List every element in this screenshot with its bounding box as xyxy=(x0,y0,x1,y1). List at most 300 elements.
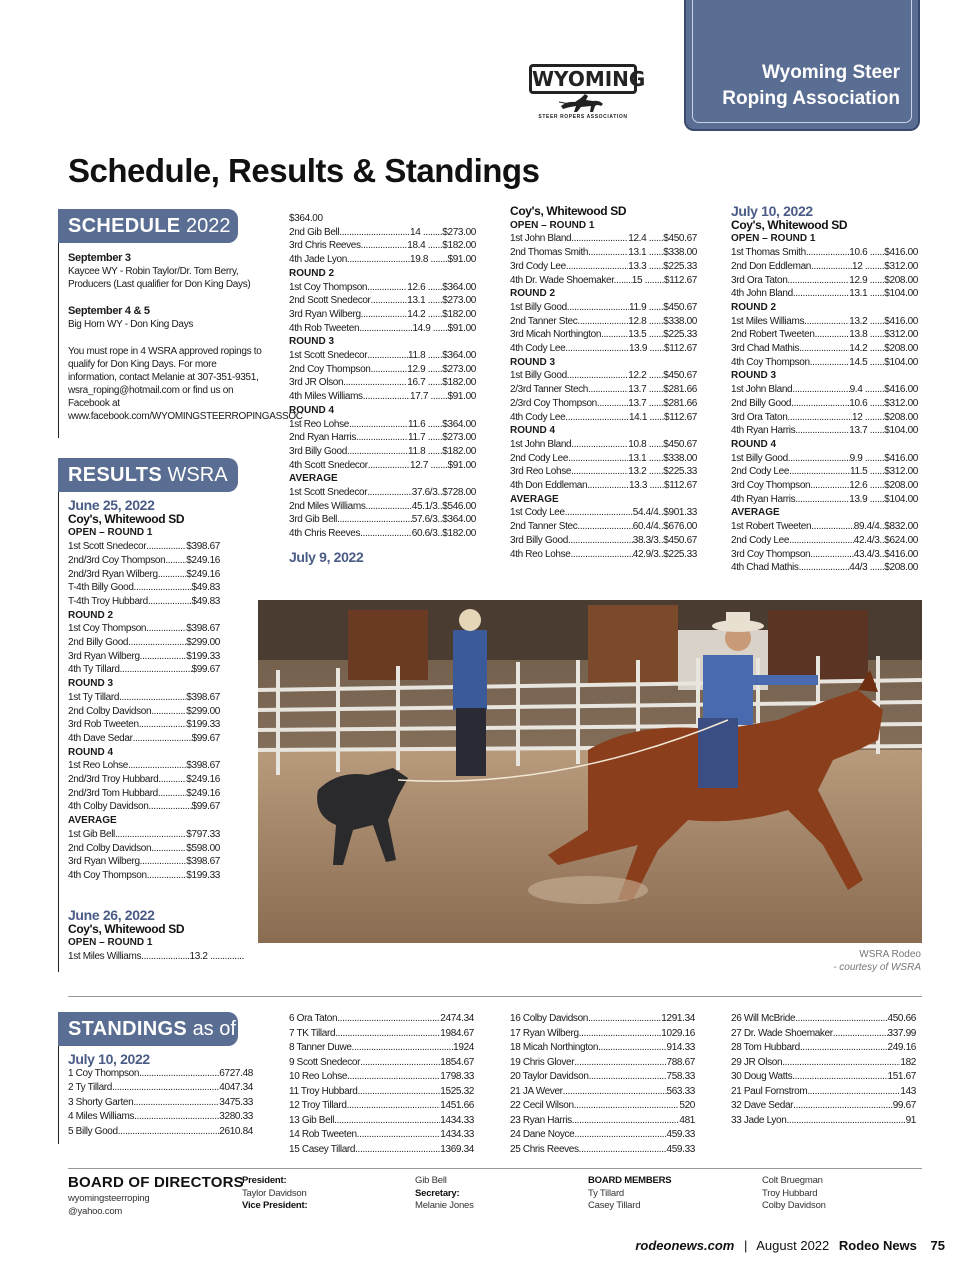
payout: $398.67 xyxy=(186,623,220,635)
roper-name: 4th Ty Tillard xyxy=(68,664,120,676)
leader-dots xyxy=(579,1027,662,1042)
standing-row xyxy=(731,1027,916,1042)
leader-dots xyxy=(128,759,186,773)
leader-dots xyxy=(361,308,408,322)
payout: $104.00 xyxy=(884,356,918,368)
association-tab xyxy=(684,0,920,131)
time: 13.8 ...... xyxy=(849,329,885,341)
standing-row xyxy=(510,1128,695,1143)
roper-name: 1st Scott Snedecor xyxy=(68,541,147,553)
roper-name: 4th Coy Thompson xyxy=(68,869,147,881)
points: 91 xyxy=(905,1114,916,1126)
payout: $312.00 xyxy=(884,329,918,341)
leader-dots xyxy=(810,479,849,493)
time: 14.2 ...... xyxy=(407,308,443,320)
result-row xyxy=(68,663,220,677)
leader-dots xyxy=(148,595,192,609)
payout: $901.33 xyxy=(663,507,697,519)
roper-name: 1st Ty Tillard xyxy=(68,691,120,703)
result-row xyxy=(731,397,918,411)
roper-name: 1st Gib Bell xyxy=(68,828,115,840)
result-row xyxy=(68,950,244,964)
board-officers: President: Taylor Davidson Vice President: xyxy=(242,1175,308,1211)
leader-dots xyxy=(571,438,628,452)
roper-name: 4th Cody Lee xyxy=(510,343,566,355)
roper-name: 2 Ty Tillard xyxy=(68,1082,112,1094)
payout: $676.00 xyxy=(663,521,697,533)
leader-dots xyxy=(115,828,186,842)
roper-name: 21 JA Wever xyxy=(510,1085,563,1097)
time: 16.7 ...... xyxy=(407,377,443,389)
leader-dots xyxy=(789,534,854,548)
leader-dots xyxy=(807,1085,900,1100)
time: 13.2 ...... xyxy=(628,466,664,478)
payout: $104.00 xyxy=(884,493,918,505)
results-june26 xyxy=(68,909,244,964)
time: 11.6 ...... xyxy=(407,418,443,430)
payout: $208.00 xyxy=(884,480,918,492)
points: 3280.33 xyxy=(219,1111,253,1123)
payout: $338.00 xyxy=(663,315,697,327)
roper-name: 2nd Ryan Harris xyxy=(289,432,357,444)
round-heading: AVERAGE xyxy=(731,507,780,519)
roper-name: 3rd Ryan Wilberg xyxy=(289,308,361,320)
points: 459.33 xyxy=(666,1129,695,1140)
result-row xyxy=(510,246,697,260)
round-heading: ROUND 4 xyxy=(289,404,335,416)
points: 3475.33 xyxy=(219,1096,253,1108)
leader-dots xyxy=(601,328,628,342)
roper-name: 1st John Bland xyxy=(510,438,572,450)
time: 10.6 ...... xyxy=(849,247,885,259)
leader-dots xyxy=(793,287,849,301)
result-row xyxy=(289,431,476,445)
leader-dots xyxy=(598,1041,666,1056)
standing-row xyxy=(510,1143,695,1158)
result-row xyxy=(289,363,476,377)
time: 11.9 ...... xyxy=(628,301,664,313)
result-row xyxy=(510,411,697,425)
standing-row xyxy=(731,1099,916,1114)
payout: $208.00 xyxy=(884,343,918,355)
leader-dots xyxy=(589,1070,667,1085)
standing-row xyxy=(68,1081,253,1096)
points: 1984.67 xyxy=(440,1027,474,1039)
result-row xyxy=(731,383,918,397)
standing-row xyxy=(731,1056,916,1071)
round-heading: ROUND 4 xyxy=(731,438,777,450)
results-june25 xyxy=(68,499,220,883)
roper-name: 2nd Tanner Stec xyxy=(510,521,578,533)
leader-dots xyxy=(134,1110,219,1125)
standing-row xyxy=(289,1070,474,1085)
roper-name: 3rd Coy Thompson xyxy=(731,548,811,560)
roper-name: 2nd/3rd Ryan Wilberg xyxy=(68,568,158,580)
roper-name: 2nd Colby Davidson xyxy=(68,705,152,717)
standing-row xyxy=(731,1041,916,1056)
result-row xyxy=(510,548,697,562)
page-title: Schedule, Results & Standings xyxy=(68,152,540,189)
leader-dots xyxy=(147,869,187,883)
roper-name: 3rd Chris Reeves xyxy=(289,240,361,252)
leader-dots xyxy=(567,369,628,383)
points: 481 xyxy=(679,1114,695,1126)
roper-name: 4th Coy Thompson xyxy=(731,356,810,368)
roper-name: 2nd Cody Lee xyxy=(731,466,790,478)
leader-dots xyxy=(347,1070,440,1085)
roper-name: 33 Jade Lyon xyxy=(731,1114,787,1126)
roper-name: 3rd Reo Lohse xyxy=(510,466,572,478)
schedule-list: September 3 Kaycee WY - Robin Taylor/Dr. Tom Berry, Producers (Last qualifier for Don King Days) September 4 & 5 Big Horn WY - Don King Days You must rope in 4 WSRA approved ropings to qualify for Don King Days. For more information, contact Melanie at 307-351-9351, wsra_roping@hotmail.com or find us on Facebook at www.facebook.com/WYOMINGSTEERROPINGASSOC xyxy=(68,252,303,422)
result-row xyxy=(731,561,918,575)
round-heading: ROUND 2 xyxy=(289,267,335,279)
leader-dots xyxy=(566,260,628,274)
payout: $299.00 xyxy=(186,637,220,649)
leader-dots xyxy=(789,465,850,479)
leader-dots xyxy=(571,232,628,246)
roper-name: 20 Taylor Davidson xyxy=(510,1071,589,1082)
payout: $112.67 xyxy=(664,274,697,286)
time: 42.4/3.. xyxy=(853,534,885,546)
date-heading: June 26, 2022 xyxy=(68,907,155,923)
result-row xyxy=(68,581,220,595)
points: 1924 xyxy=(453,1042,474,1053)
points: 758.33 xyxy=(666,1071,695,1082)
payout: $99.67 xyxy=(191,732,220,744)
result-row xyxy=(510,438,697,452)
payout: $338.00 xyxy=(663,247,697,259)
payout: $450.67 xyxy=(663,438,697,450)
roper-name: 2nd Billy Good xyxy=(731,397,792,409)
leader-dots xyxy=(577,520,632,534)
payout: $112.67 xyxy=(664,480,697,492)
roper-name: 3rd Chad Mathis xyxy=(731,343,800,355)
roper-name: 4th Cody Lee xyxy=(510,411,566,423)
date-heading: June 25, 2022 xyxy=(68,497,155,513)
leader-dots xyxy=(139,718,187,732)
result-row xyxy=(68,622,220,636)
roper-name: 3rd Coy Thompson xyxy=(731,480,811,492)
roper-name: 4th Reo Lohse xyxy=(510,548,571,560)
result-row xyxy=(731,287,918,301)
time: 15 ........ xyxy=(631,274,665,286)
leader-dots xyxy=(359,322,412,336)
board-email[interactable]: wyomingsteerroping @yahoo.com xyxy=(68,1193,150,1217)
time: 12.6 ...... xyxy=(849,480,885,492)
payout: $598.00 xyxy=(186,842,220,854)
roper-name: 2/3rd Tanner Stech xyxy=(510,384,589,396)
roper-name: 2nd Coy Thompson xyxy=(289,363,371,375)
payout: $249.16 xyxy=(186,787,220,799)
time: 12.9 ...... xyxy=(407,363,443,375)
payout: $249.16 xyxy=(186,554,220,566)
time: 12 ........ xyxy=(852,411,885,423)
date-heading: July 10, 2022 xyxy=(731,203,813,219)
payout: $273.00 xyxy=(442,432,476,444)
points: 563.33 xyxy=(666,1085,695,1097)
payout: $416.00 xyxy=(884,384,918,396)
standings-col3 xyxy=(510,1012,695,1157)
result-row xyxy=(68,773,220,787)
leader-dots xyxy=(141,950,189,964)
payout: $182.00 xyxy=(442,240,476,252)
time: 13.1 ...... xyxy=(628,247,664,259)
time: 13.1 ...... xyxy=(628,452,664,464)
payout: $249.16 xyxy=(186,774,220,786)
payout: $312.00 xyxy=(884,466,918,478)
roper-name: 27 Dr. Wade Shoemaker xyxy=(731,1027,833,1039)
result-row xyxy=(68,787,220,801)
result-row xyxy=(289,253,476,267)
results-col2 xyxy=(289,212,476,565)
payout: $728.00 xyxy=(442,487,476,499)
result-row xyxy=(731,424,918,438)
roper-name: 7 TK Tillard xyxy=(289,1027,336,1039)
result-row xyxy=(510,260,697,274)
roper-name: 3rd Cody Lee xyxy=(510,260,566,272)
leader-dots xyxy=(134,581,192,595)
roper-name: 4th Colby Davidson xyxy=(68,801,149,813)
result-row xyxy=(510,465,697,479)
time: 13.3 ...... xyxy=(628,260,664,272)
result-row xyxy=(68,595,220,609)
leader-dots xyxy=(140,855,187,869)
points: 459.33 xyxy=(666,1143,695,1155)
leader-dots xyxy=(810,356,850,370)
payout: $398.67 xyxy=(186,541,220,553)
time: 13.2 ...... xyxy=(849,315,885,327)
board-members-2: Colt Bruegman Troy Hubbard Colby Davidson xyxy=(762,1175,826,1211)
date-heading: July 10, 2022 xyxy=(68,1051,150,1067)
result-row xyxy=(510,383,697,397)
leader-dots xyxy=(360,1056,440,1071)
roper-name: 4 Miles Williams xyxy=(68,1111,135,1123)
roper-name: 3rd Ryan Wilberg xyxy=(68,650,140,662)
time: 42.9/3.. xyxy=(632,548,664,560)
roper-name: 1st John Bland xyxy=(731,384,793,396)
payout: $273.00 xyxy=(442,295,476,307)
result-row xyxy=(289,486,476,500)
result-row xyxy=(289,527,476,541)
result-row xyxy=(289,308,476,322)
leader-dots xyxy=(371,294,408,308)
result-row xyxy=(68,759,220,773)
leader-dots xyxy=(119,691,186,705)
result-row xyxy=(68,636,220,650)
payout: $416.00 xyxy=(884,247,918,259)
leader-dots xyxy=(588,383,628,397)
round-heading: ROUND 2 xyxy=(68,609,114,621)
leader-dots xyxy=(588,1012,661,1027)
payout: $624.00 xyxy=(884,534,918,546)
leader-dots xyxy=(133,732,192,746)
steer-roping-image xyxy=(258,600,922,943)
result-row xyxy=(731,328,918,342)
roper-name: 2nd Cody Lee xyxy=(731,534,790,546)
payout: $208.00 xyxy=(884,411,918,423)
result-row xyxy=(289,390,476,404)
time: 14.9 ...... xyxy=(412,322,448,334)
round-heading: ROUND 3 xyxy=(510,356,556,368)
result-row xyxy=(68,568,220,582)
round-heading: ROUND 2 xyxy=(731,301,777,313)
standing-row xyxy=(731,1012,916,1027)
round-heading: OPEN – ROUND 1 xyxy=(68,527,153,539)
roper-name: 26 Will McBride xyxy=(731,1013,796,1024)
result-row xyxy=(510,534,697,548)
roper-name: 4th Chris Reeves xyxy=(289,528,361,540)
points: 337.99 xyxy=(887,1027,916,1039)
round-heading: OPEN – ROUND 1 xyxy=(68,937,153,949)
time: 12.9 ...... xyxy=(849,274,885,286)
time: 44/3 ...... xyxy=(849,562,885,574)
time: 13.1 ...... xyxy=(407,295,443,307)
points: 914.33 xyxy=(666,1042,695,1053)
leader-dots xyxy=(337,1012,440,1027)
roper-name: 1st Reo Lohse xyxy=(68,760,128,772)
leader-dots xyxy=(118,1125,220,1140)
roper-name: 2nd Miles Williams xyxy=(289,500,366,512)
standing-row xyxy=(68,1067,253,1082)
leader-dots xyxy=(815,328,850,342)
round-heading: ROUND 4 xyxy=(510,425,556,437)
leader-dots xyxy=(339,226,410,240)
leader-dots xyxy=(800,1041,888,1056)
leader-dots xyxy=(806,246,849,260)
standing-row xyxy=(731,1114,916,1129)
result-row xyxy=(510,342,697,356)
roper-name: 28 Tom Hubbard xyxy=(731,1042,800,1053)
leader-dots xyxy=(782,1056,900,1071)
leader-dots xyxy=(792,1070,887,1085)
results-july10 xyxy=(731,205,918,575)
payout: $398.67 xyxy=(186,760,220,772)
leader-dots xyxy=(791,397,849,411)
payout: $182.00 xyxy=(442,445,476,457)
payout: $208.00 xyxy=(884,562,918,574)
roper-name: 4th Dr. Wade Shoemaker.. xyxy=(510,274,619,286)
roper-name: 24 Dane Noyce xyxy=(510,1129,575,1140)
time: 19.8 ....... xyxy=(410,254,448,266)
results-band: RESULTS WSRA xyxy=(58,458,238,492)
roper-name: 1st Billy Good xyxy=(510,301,567,313)
venue: Coy's, Whitewood SD xyxy=(68,921,185,936)
payout: $49.83 xyxy=(191,582,220,594)
roper-name: 4th Don Eddleman xyxy=(510,480,588,492)
payout: $312.00 xyxy=(884,397,918,409)
leader-dots xyxy=(563,1085,667,1100)
points: 143 xyxy=(900,1085,916,1097)
standing-row xyxy=(510,1027,695,1042)
leader-dots xyxy=(795,424,849,438)
result-row xyxy=(731,315,918,329)
payout: $450.67 xyxy=(663,233,697,245)
leader-dots xyxy=(357,1128,441,1143)
payout: $225.33 xyxy=(663,466,697,478)
leader-dots xyxy=(158,568,187,582)
leader-dots xyxy=(366,500,412,514)
result-row xyxy=(731,356,918,370)
payout: $91.00 xyxy=(447,322,476,334)
result-row xyxy=(510,397,697,411)
standing-row xyxy=(289,1099,474,1114)
result-row xyxy=(510,452,697,466)
round-heading: OPEN – ROUND 1 xyxy=(731,233,816,245)
result-row xyxy=(510,520,697,534)
standing-row xyxy=(289,1027,474,1042)
result-row xyxy=(289,500,476,514)
leader-dots xyxy=(597,397,628,411)
round-heading: ROUND 2 xyxy=(510,288,556,300)
leader-dots xyxy=(574,1099,680,1114)
leader-dots xyxy=(572,1114,680,1129)
wyoming-logo: WYOMING STEER ROPERS ASSOCIATION xyxy=(523,62,643,124)
board-divider xyxy=(68,1168,922,1169)
payout: $91.00 xyxy=(447,391,476,403)
result-row xyxy=(68,855,220,869)
payout: $450.67 xyxy=(663,301,697,313)
result-row xyxy=(731,342,918,356)
leader-dots xyxy=(799,342,849,356)
time: 57.6/3.. xyxy=(411,514,443,526)
points: 6727.48 xyxy=(219,1067,253,1079)
payout: $199.33 xyxy=(186,650,220,662)
result-row xyxy=(510,506,697,520)
site-link[interactable]: rodeonews.com xyxy=(635,1238,735,1253)
round-heading: ROUND 3 xyxy=(289,336,335,348)
roper-name: 14 Rob Tweeten xyxy=(289,1129,357,1140)
payout: $416.00 xyxy=(884,548,918,560)
points: 1525.32 xyxy=(440,1085,474,1097)
leader-dots xyxy=(792,383,849,397)
standing-row xyxy=(510,1085,695,1100)
venue: Coy's, Whitewood SD xyxy=(731,217,848,232)
points: 1451.66 xyxy=(440,1100,474,1111)
roper-name: 9 Scott Snedecor xyxy=(289,1056,361,1068)
leader-dots xyxy=(367,486,412,500)
result-row xyxy=(68,691,220,705)
time: 12.2 ...... xyxy=(628,370,664,382)
roper-name: 10 Reo Lohse xyxy=(289,1071,348,1082)
standing-row xyxy=(289,1085,474,1100)
points: 2610.84 xyxy=(219,1125,253,1137)
points: 1434.33 xyxy=(440,1114,474,1126)
leader-dots xyxy=(577,315,628,329)
roper-name: 3rd Gib Bell xyxy=(289,514,338,526)
time: 12.8 ...... xyxy=(628,315,664,327)
result-row xyxy=(510,315,697,329)
result-row xyxy=(68,828,220,842)
roper-name: 18 Micah Northington xyxy=(510,1042,599,1053)
payout: $182.00 xyxy=(442,528,476,540)
roper-name: 22 Cecil Wilson xyxy=(510,1100,574,1111)
roper-name: 16 Colby Davidson xyxy=(510,1013,588,1024)
standing-row xyxy=(510,1041,695,1056)
roper-name: 1st Billy Good xyxy=(510,370,567,382)
payout: $364.00 xyxy=(442,514,476,526)
result-row xyxy=(289,418,476,432)
roper-name: 29 JR Olson xyxy=(731,1056,783,1068)
round-heading: ROUND 3 xyxy=(731,370,777,382)
payout: $112.67 xyxy=(664,411,697,423)
payout: $312.00 xyxy=(884,260,918,272)
payout: $225.33 xyxy=(663,260,697,272)
payout: $91.00 xyxy=(447,459,476,471)
leader-dots xyxy=(793,1099,893,1114)
leader-dots xyxy=(565,411,629,425)
round-heading: ROUND 3 xyxy=(68,678,114,690)
result-row xyxy=(289,294,476,308)
